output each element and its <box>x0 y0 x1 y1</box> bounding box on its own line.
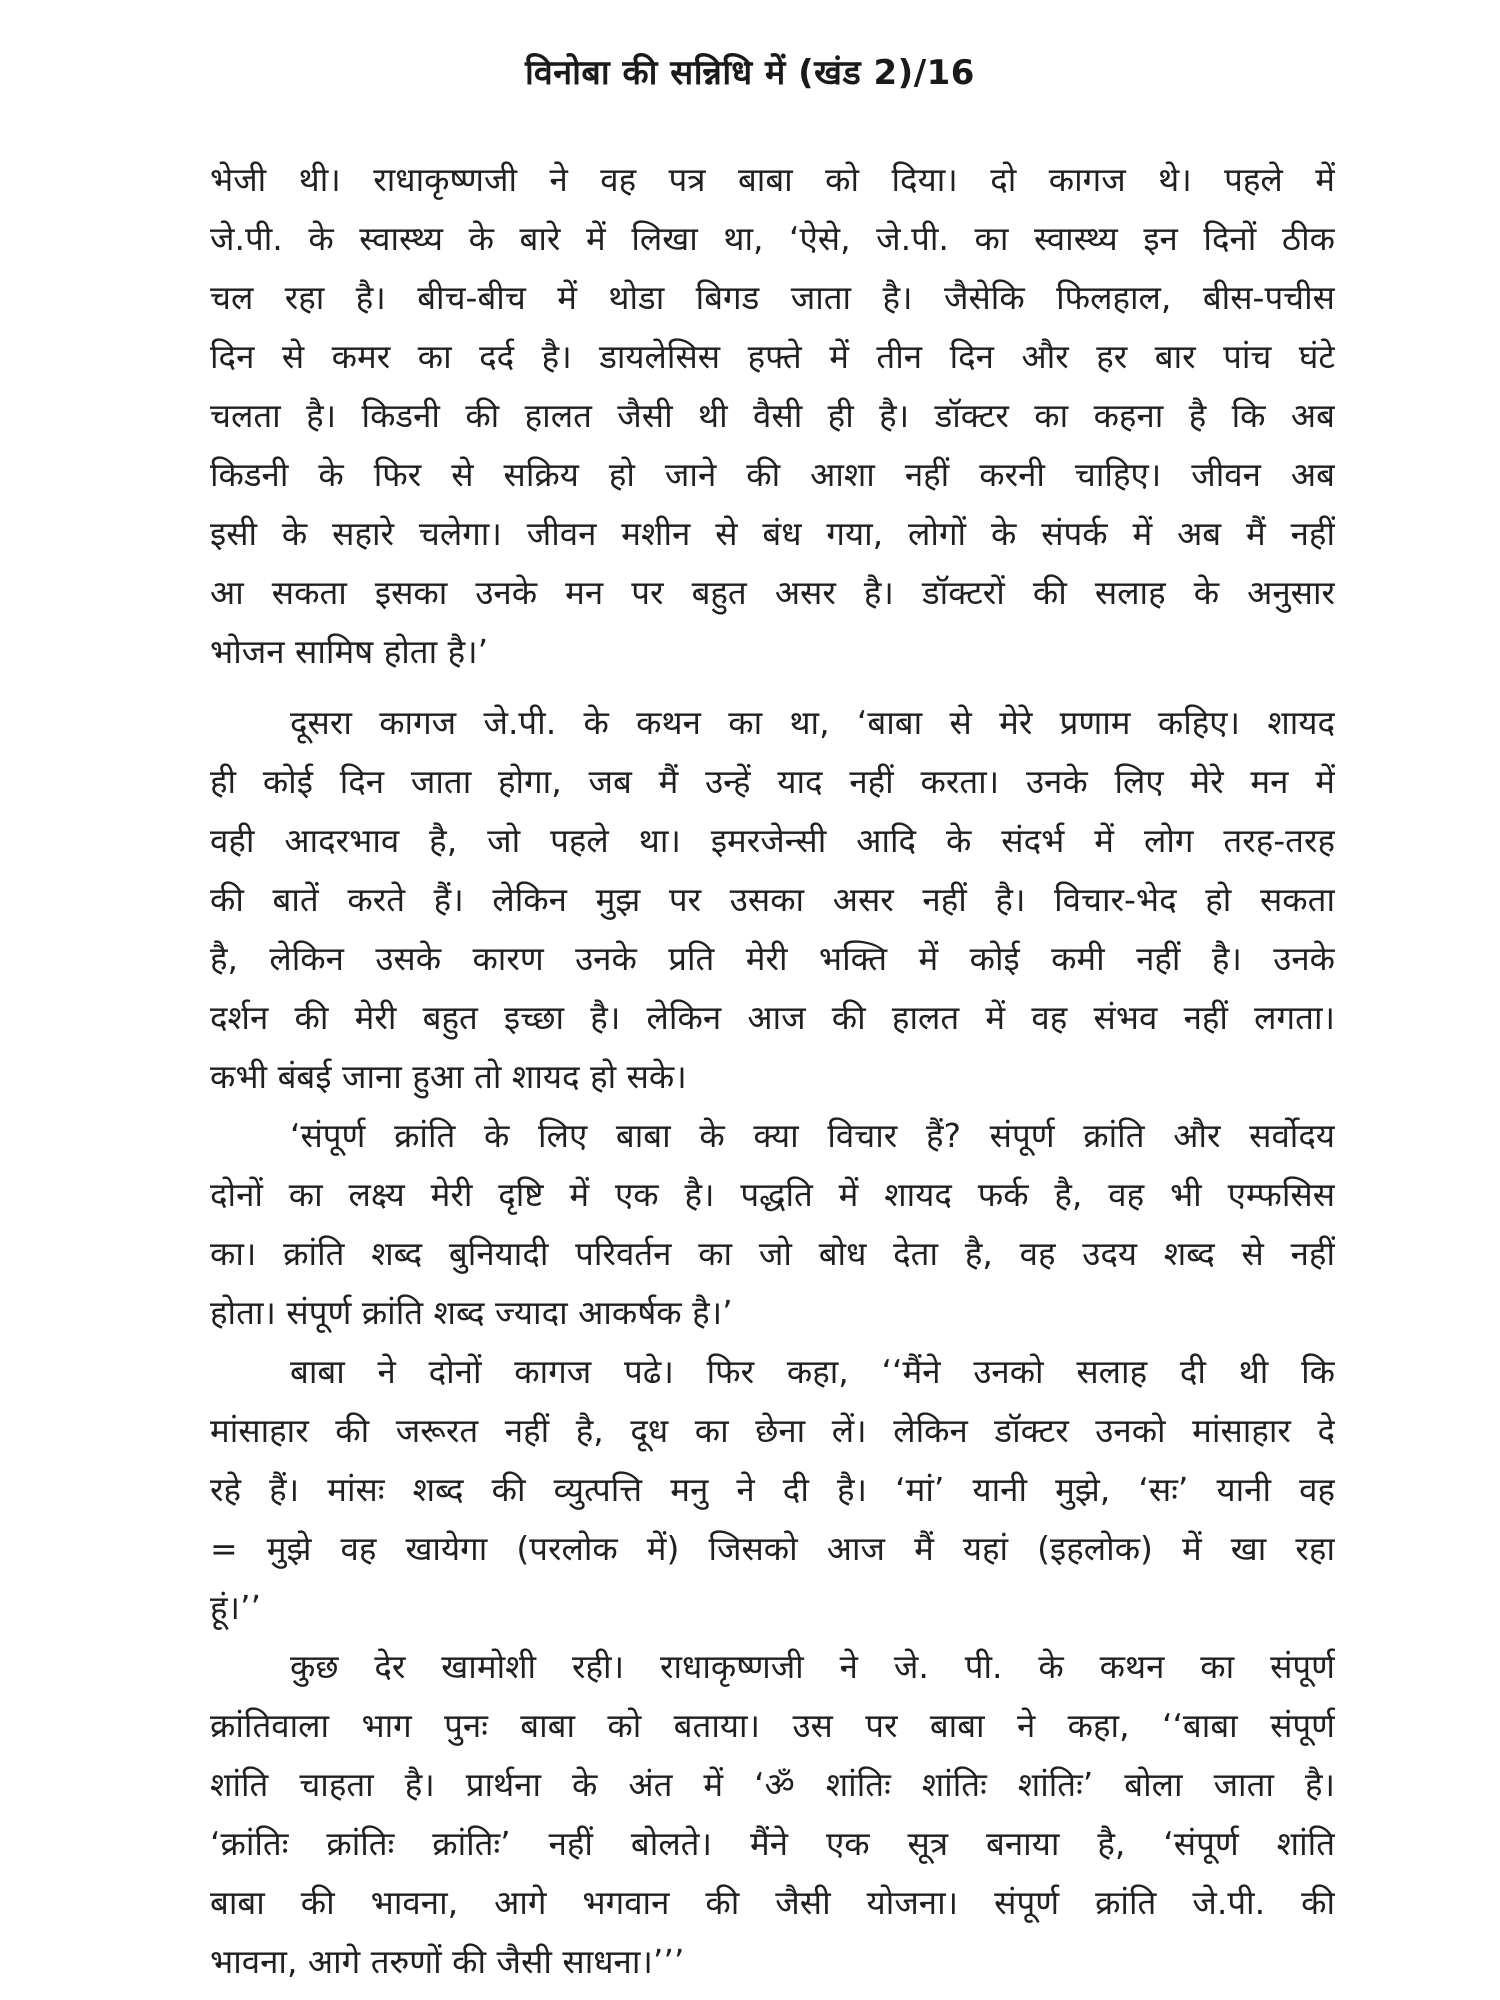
text-line: इसी के सहारे चलेगा। जीवन मशीन से बंध गया, लोगों के संपर्क में अब मैं नहीं <box>210 514 1335 553</box>
text-line: बाबा ने दोनों कागज पढे। फिर कहा, ‘‘मैंने उनको सलाह दी थी कि <box>290 1352 1335 1391</box>
text-line: चलता है। किडनी की हालत जैसी थी वैसी ही है। डॉक्टर का कहना है कि अब <box>210 396 1335 435</box>
text-line: दोनों का लक्ष्य मेरी दृष्टि में एक है। पद्धति में शायद फर्क है, वह भी एम्फसिस <box>210 1175 1335 1214</box>
text-line: का। क्रांति शब्द बुनियादी परिवर्तन का जो बोध देता है, वह उदय शब्द से नहीं <box>210 1234 1335 1273</box>
text-line: हूं।’’ <box>210 1588 262 1627</box>
paragraph-3 <box>210 1106 1335 1342</box>
text-line: दिन से कमर का दर्द है। डायलेसिस हफ्ते में तीन दिन और हर बार पांच घंटे <box>210 337 1335 376</box>
text-line: भोजन सामिष होता है।’ <box>210 632 489 671</box>
text-line: कुछ देर खामोशी रही। राधाकृष्णजी ने जे. पी. के कथन का संपूर्ण <box>290 1647 1335 1686</box>
paragraph-5 <box>210 1637 1335 1991</box>
text-line: भेजी थी। राधाकृष्णजी ने वह पत्र बाबा को दिया। दो कागज थे। पहले में <box>210 160 1335 199</box>
text-line: चल रहा है। बीच-बीच में थोडा बिगड जाता है। जैसेकि फिलहाल, बीस-पचीस <box>210 278 1335 317</box>
text-line: ही कोई दिन जाता होगा, जब मैं उन्हें याद नहीं करता। उनके लिए मेरे मन में <box>210 762 1335 801</box>
page-header: विनोबा की सन्निधि में (खंड 2)/16 <box>525 53 975 93</box>
paragraph-4 <box>210 1342 1335 1637</box>
text-line: कभी बंबई जाना हुआ तो शायद हो सके। <box>210 1057 687 1096</box>
paragraph-1 <box>210 150 1335 681</box>
text-line: वही आदरभाव है, जो पहले था। इमरजेन्सी आदि के संदर्भ में लोग तरह-तरह <box>210 821 1335 860</box>
text-line: की बातें करते हैं। लेकिन मुझ पर उसका असर नहीं है। विचार-भेद हो सकता <box>210 880 1335 919</box>
body-text <box>210 150 1335 1991</box>
text-line: = मुझे वह खायेगा (परलोक में) जिसको आज मैं यहां (इहलोक) में खा रहा <box>210 1529 1335 1568</box>
text-line: ‘क्रांतिः क्रांतिः क्रांतिः’ नहीं बोलते। मैंने एक सूत्र बनाया है, ‘संपूर्ण शांति <box>210 1824 1335 1863</box>
text-line: मांसाहार की जरूरत नहीं है, दूध का छेना लें। लेकिन डॉक्टर उनको मांसाहार दे <box>210 1411 1335 1450</box>
text-line: होता। संपूर्ण क्रांति शब्द ज्यादा आकर्षक है।’ <box>210 1293 733 1332</box>
text-line: दर्शन की मेरी बहुत इच्छा है। लेकिन आज की हालत में वह संभव नहीं लगता। <box>210 998 1335 1037</box>
paragraph-2 <box>210 693 1335 1106</box>
text-line: रहे हैं। मांसः शब्द की व्युत्पत्ति मनु ने दी है। ‘मां’ यानी मुझे, ‘सः’ यानी वह <box>210 1470 1335 1509</box>
text-line: किडनी के फिर से सक्रिय हो जाने की आशा नहीं करनी चाहिए। जीवन अब <box>210 455 1335 494</box>
text-line: शांति चाहता है। प्रार्थना के अंत में ‘ॐ शांतिः शांतिः शांतिः’ बोला जाता है। <box>210 1765 1335 1804</box>
text-line: बाबा की भावना, आगे भगवान की जैसी योजना। संपूर्ण क्रांति जे.पी. की <box>210 1883 1335 1922</box>
text-line: है, लेकिन उसके कारण उनके प्रति मेरी भक्ति में कोई कमी नहीं है। उनके <box>210 939 1335 978</box>
text-line: ‘संपूर्ण क्रांति के लिए बाबा के क्या विचार हैं? संपूर्ण क्रांति और सर्वोदय <box>290 1116 1335 1155</box>
text-line: आ सकता इसका उनके मन पर बहुत असर है। डॉक्टरों की सलाह के अनुसार <box>210 573 1335 612</box>
text-line: भावना, आगे तरुणों की जैसी साधना।’’’ <box>210 1942 685 1981</box>
text-line: दूसरा कागज जे.पी. के कथन का था, ‘बाबा से मेरे प्रणाम कहिए। शायद <box>290 703 1335 742</box>
text-line: जे.पी. के स्वास्थ्य के बारे में लिखा था, ‘ऐसे, जे.पी. का स्वास्थ्य इन दिनों ठीक <box>210 219 1335 258</box>
text-line: क्रांतिवाला भाग पुनः बाबा को बताया। उस पर बाबा ने कहा, ‘‘बाबा संपूर्ण <box>210 1706 1335 1745</box>
